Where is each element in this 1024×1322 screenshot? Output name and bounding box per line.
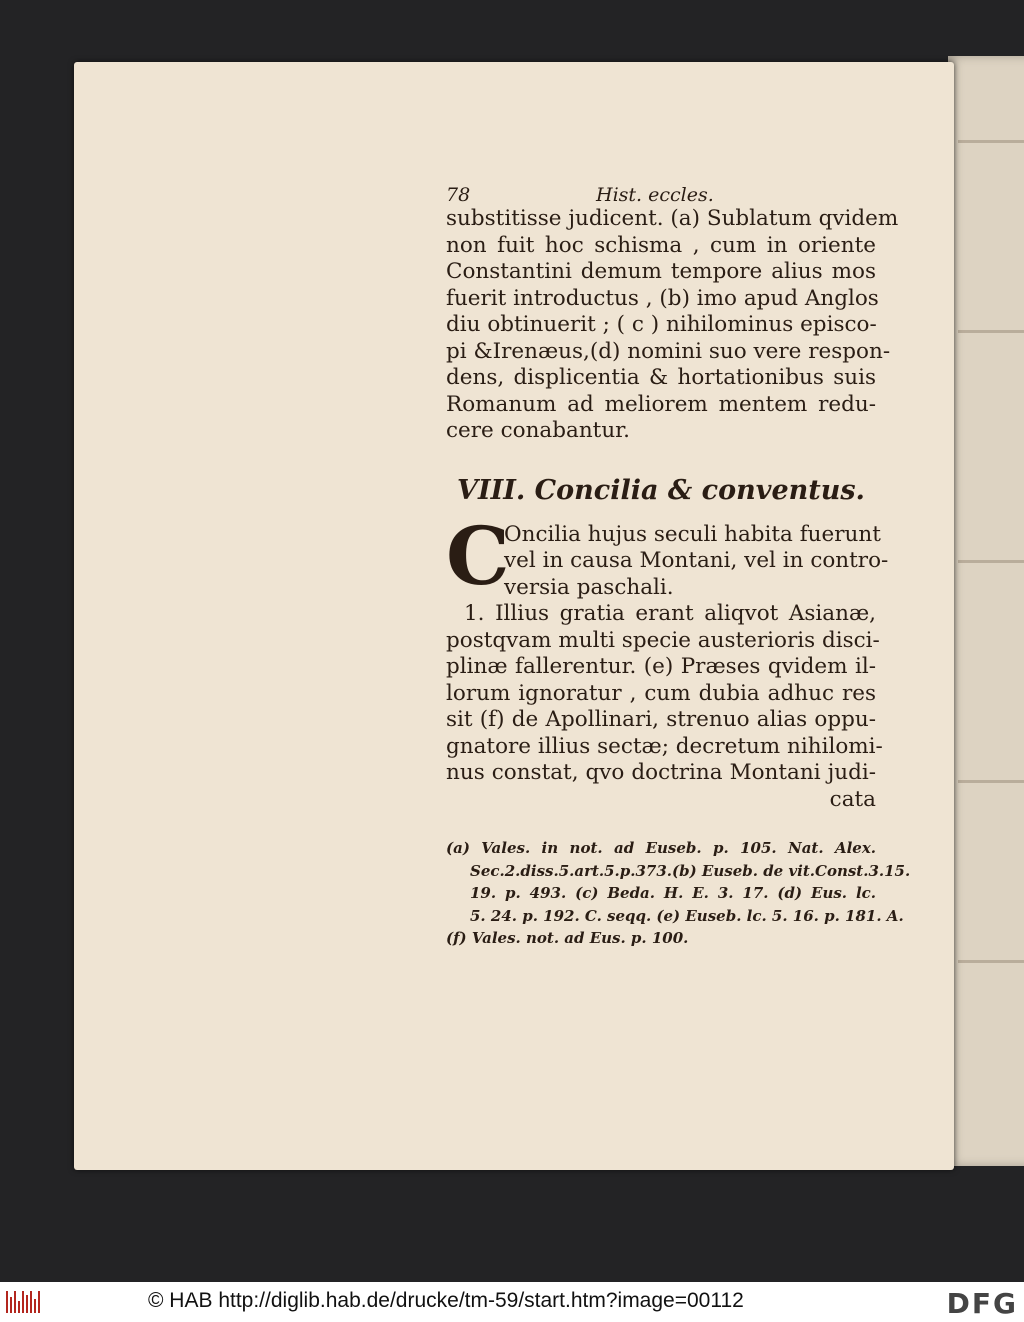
text-line: lorum ignoratur , cum dubia adhuc res [446,680,876,706]
footnote-line: 19. p. 493. (c) Beda. H. E. 3. 17. (d) Eus. lc. [470,884,876,902]
footer-bar [0,1282,1024,1322]
page-text-block [446,176,911,950]
dfg-logo: DFG [946,1287,1018,1320]
page-number: 78 [446,184,471,206]
running-title: Hist. eccles. [596,184,714,206]
footnote-line: Sec.2.diss.5.art.5.p.373.(b) Euseb. de vit.Const.3.15. [470,861,911,880]
text-line: pi &Irenæus,(d) nomini suo vere respon- [446,338,891,364]
text-line: non fuit hoc schisma , cum in oriente [446,232,876,258]
text-line: gnatore illius sectæ; decretum nihilomi- [446,733,883,759]
bleed-through-line [958,560,1024,563]
text-line: plinæ fallerentur. (e) Præses qvidem il- [446,654,876,679]
adjacent-page-edge [948,56,1024,1166]
body-top [446,206,899,445]
text-line: diu obtinuerit ; ( c ) nihilominus episco- [446,312,877,337]
footnote-line: (a) Vales. in not. ad Euseb. p. 105. Nat. Alex. [446,839,876,857]
bleed-through-line [958,330,1024,333]
running-header [446,176,876,206]
text-line: Romanum ad meliorem mentem redu- [446,391,876,417]
drop-cap-paragraph [446,508,889,603]
text-line: versia paschali. [504,574,674,600]
bleed-through-line [958,960,1024,963]
text-line: Oncilia hujus seculi habita fuerunt [504,521,881,547]
bleed-through-line [958,780,1024,783]
footnotes [446,837,911,950]
drop-cap-initial: C [446,508,510,603]
section-heading: VIII. Concilia & conventus. [457,474,865,506]
text-line: 1. Illius gratia erant aliqvot Asianæ, [464,601,876,626]
text-line: Constantini demum tempore alius mos [446,259,876,284]
text-line: postqvam multi specie austerioris disci- [446,627,880,653]
text-line: vel in causa Montani, vel in contro- [504,548,889,573]
text-line: sit (f) de Apollinari, strenuo alias oppu- [446,707,876,732]
text-line: cere conabantur. [446,418,630,443]
copyright-url-text[interactable]: © HAB http://diglib.hab.de/drucke/tm-59/start.htm?image=00112 [148,1289,744,1312]
body-bottom [446,601,883,787]
text-line: nus constat, qvo doctrina Montani judi- [446,760,876,785]
text-line: dens, displicentia & hortationibus suis [446,365,876,390]
footnote-line: 5. 24. p. 192. C. seqq. (e) Euseb. lc. 5. 16. p. 181. A. [470,906,904,925]
text-line: fuerit introductus , (b) imo apud Anglos [446,285,879,311]
bleed-through-line [958,140,1024,143]
text-line: substitisse judicent. (a) Sublatum qvidem [446,206,899,231]
footnote-line: (f) Vales. not. ad Eus. p. 100. [446,929,689,947]
hab-logo-icon [6,1291,42,1313]
catchword: cata [829,786,876,812]
